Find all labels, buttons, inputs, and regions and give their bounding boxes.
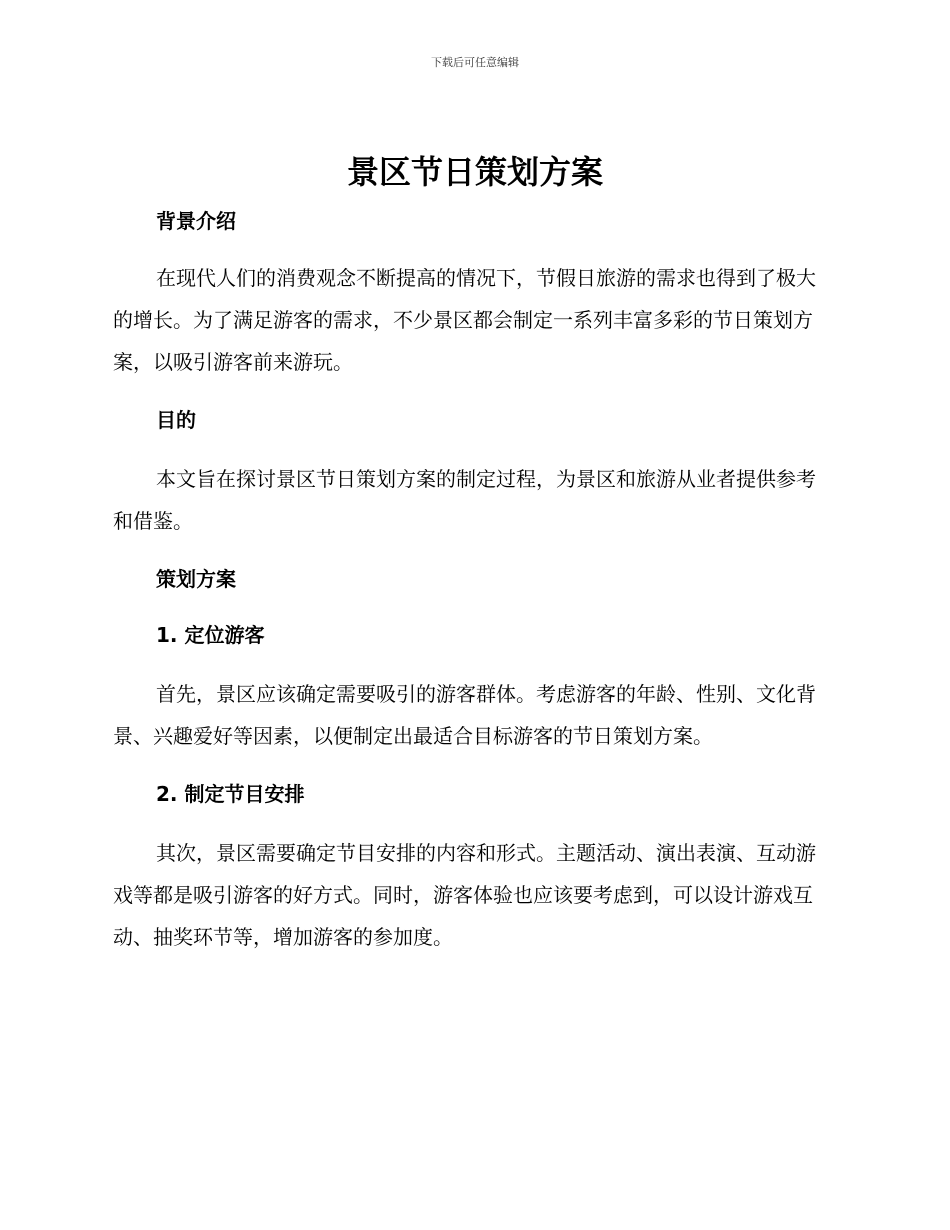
- section-heading-target-visitors: 1. 定位游客: [156, 623, 265, 647]
- section-paragraph-purpose: 本文旨在探讨景区节日策划方案的制定过程，为景区和旅游从业者提供参考和借鉴。: [113, 467, 816, 533]
- section-heading-plan: 策划方案: [156, 567, 236, 591]
- section-heading-program-arrangement: 2. 制定节目安排: [156, 782, 305, 806]
- page-header-note: 下载后可任意编辑: [431, 56, 519, 69]
- section-paragraph-background: 在现代人们的消费观念不断提高的情况下，节假日旅游的需求也得到了极大的增长。为了满足游客的需求，不少景区都会制定一系列丰富多彩的节日策划方案，以吸引游客前来游玩。: [113, 266, 816, 374]
- document-title: 景区节日策划方案: [346, 153, 603, 191]
- section-heading-background: 背景介绍: [156, 209, 236, 233]
- section-paragraph-program-arrangement: 其次，景区需要确定节目安排的内容和形式。主题活动、演出表演、互动游戏等都是吸引游客的好方式。同时，游客体验也应该要考虑到，可以设计游戏互动、抽奖环节等，增加游客的参加度。: [113, 841, 816, 949]
- section-paragraph-target-visitors: 首先，景区应该确定需要吸引的游客群体。考虑游客的年龄、性别、文化背景、兴趣爱好等因素，以便制定出最适合目标游客的节日策划方案。: [113, 682, 816, 748]
- document-body: [113, 201, 833, 958]
- section-heading-purpose: 目的: [156, 408, 196, 432]
